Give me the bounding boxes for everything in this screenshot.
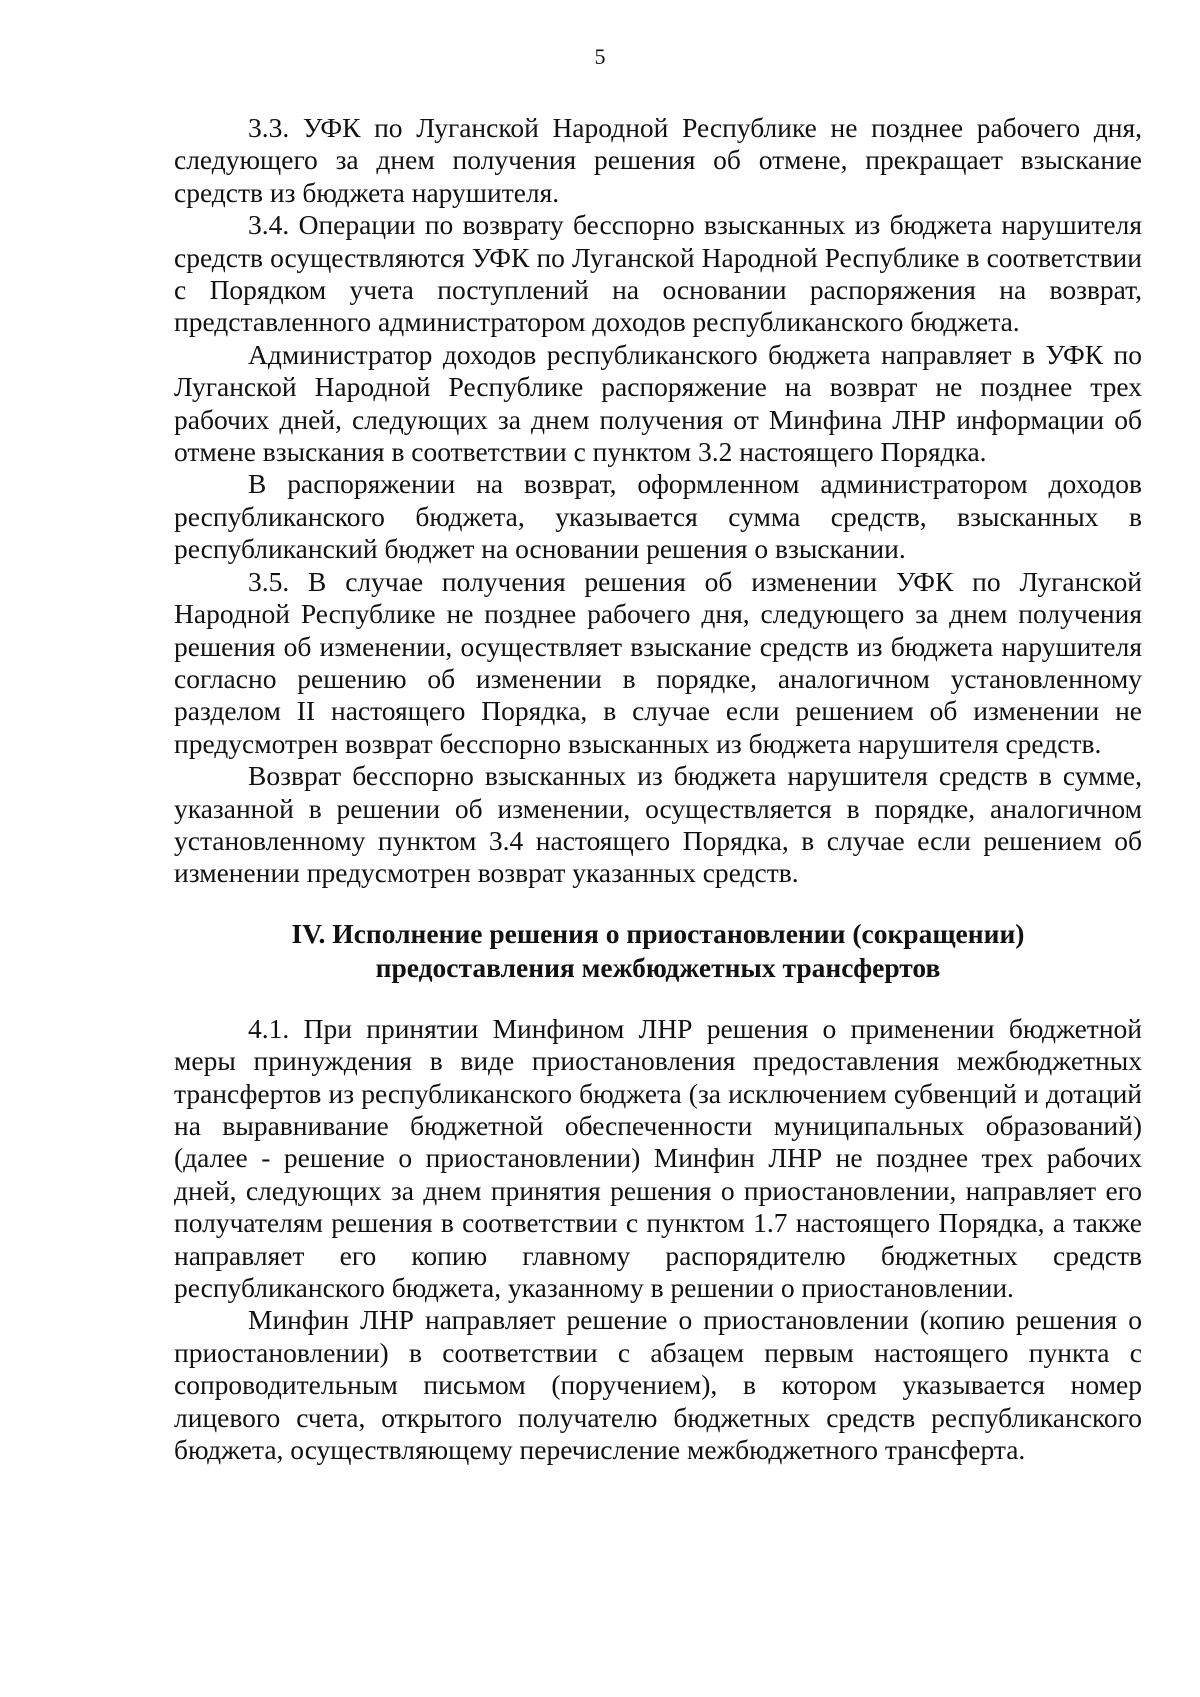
paragraph-4-1-cover-letter: Минфин ЛНР направляет решение о приостановлении (копию решения о приостановлении) в соответствии с абзацем первым настоящего пункта с сопроводительным письмом (поручением), в котором указывается номер лицевого счета, открытого получателю бюджетных средств республиканского бюджета, осуществляющему перечисление межбюджетного трансферта. [174, 1304, 1142, 1466]
paragraph-3-5: 3.5. В случае получения решения об изменении УФК по Луганской Народной Республике не позднее рабочего дня, следующего за днем получения решения об изменении, осуществляет взыскание средств из бюджета нарушителя согласно решению об изменении в порядке, аналогичном установленному разделом II настоящего Порядка, в случае если решением об изменении не предусмотрен возврат бесспорно взысканных из бюджета нарушителя средств. [174, 565, 1142, 759]
section-heading-iv [174, 917, 1142, 985]
paragraph-4-1: 4.1. При принятии Минфином ЛНР решения о применении бюджетной меры принуждения в виде приостановления предоставления межбюджетных трансфертов из республиканского бюджета (за исключением субвенций и дотаций на выравнивание бюджетной обеспеченности муниципальных образований) (далее - решение о приостановлении) Минфин ЛНР не позднее трех рабочих дней, следующих за днем принятия решения о приостановлении, направляет его получателям решения в соответствии с пунктом 1.7 настоящего Порядка, а также направляет его копию главному распорядителю бюджетных средств республиканского бюджета, указанному в решении о приостановлении. [174, 1012, 1142, 1303]
paragraph-3-5-refund: Возврат бесспорно взысканных из бюджета нарушителя средств в сумме, указанной в решении об изменении, осуществляется в порядке, аналогичном установленному пунктом 3.4 настоящего Порядка, в случае если решением об изменении предусмотрен возврат указанных средств. [174, 760, 1142, 889]
section-heading-line-2: предоставления межбюджетных трансфертов [375, 951, 941, 983]
section-heading-line-1: IV. Исполнение решения о приостановлении (сокращении) [291, 917, 1025, 949]
paragraph-3-4-administrator: Администратор доходов республиканского бюджета направляет в УФК по Луганской Народной Республике распоряжение на возврат не позднее трех рабочих дней, следующих за днем получения от Минфина ЛНР информации об отмене взыскания в соответствии с пунктом 3.2 настоящего Порядка. [174, 338, 1142, 468]
paragraph-3-4-refund-order: В распоряжении на возврат, оформленном администратором доходов республиканского бюджета, указывается сумма средств, взысканных в республиканский бюджет на основании решения о взыскании. [174, 468, 1142, 565]
document-body [174, 112, 1142, 1466]
paragraph-3-3: 3.3. УФК по Луганской Народной Республике не позднее рабочего дня, следующего за днем получения решения об отмене, прекращает взыскание средств из бюджета нарушителя. [174, 112, 1142, 208]
paragraph-3-4: 3.4. Операции по возврату бесспорно взысканных из бюджета нарушителя средств осуществляются УФК по Луганской Народной Республике в соответствии с Порядком учета поступлений на основании распоряжения на возврат, представленного администратором доходов республиканского бюджета. [174, 209, 1142, 338]
page-number: 5 [594, 44, 606, 69]
